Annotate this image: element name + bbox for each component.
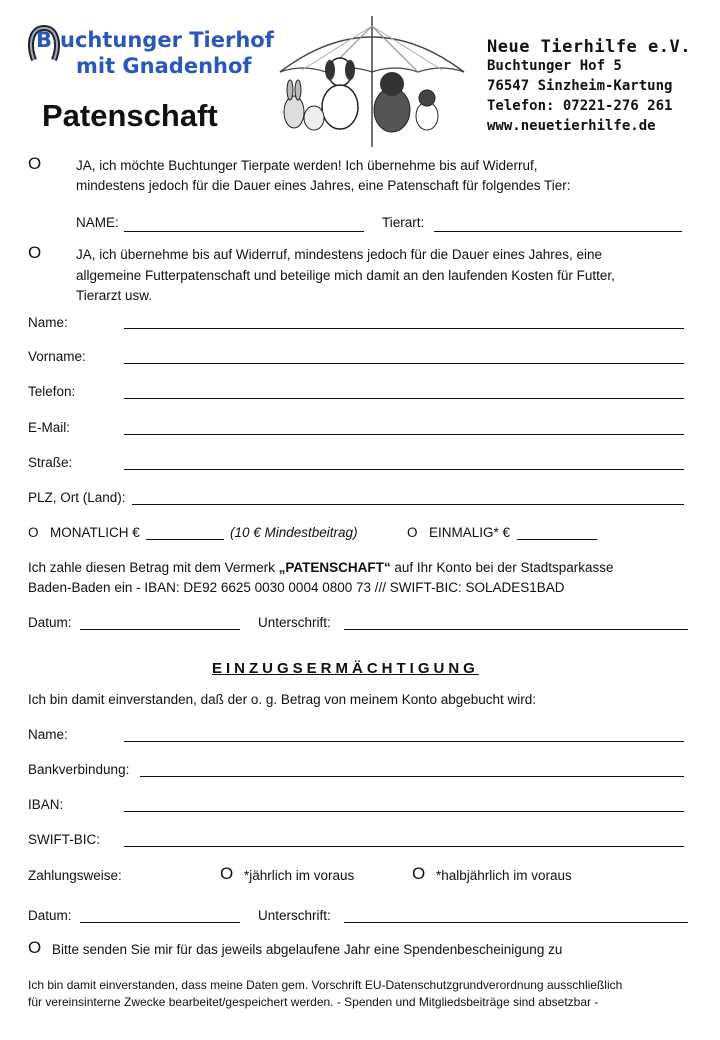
once-checkbox[interactable]: O	[407, 525, 418, 540]
org-city: 76547 Sinzheim-Kartung	[487, 78, 673, 94]
payment-line2: Baden-Baden ein - IBAN: DE92 6625 0030 0004 0800 73 /// SWIFT-BIC: SOLADES1BAD	[28, 580, 565, 595]
yearly-checkbox[interactable]: O	[220, 864, 234, 883]
payment-pre: Ich zahle diesen Betrag mit dem Vermerk	[28, 560, 275, 575]
logo-line2: mit Gnadenhof	[76, 54, 252, 78]
vorname-label: Vorname:	[28, 349, 86, 364]
yearly-label: *jährlich im voraus	[244, 868, 355, 883]
option2-line1: JA, ich übernehme bis auf Widerruf, mindestens jedoch für die Dauer eines Jahres, eine	[76, 247, 603, 262]
option1-line1: JA, ich möchte Buchtunger Tierpate werden! Ich übernehme bis auf Widerruf,	[76, 158, 538, 173]
halfyearly-checkbox[interactable]: O	[412, 864, 426, 883]
iban-field[interactable]	[124, 811, 684, 812]
email-label: E-Mail:	[28, 420, 71, 435]
org-street: Buchtunger Hof 5	[487, 58, 622, 74]
minimum-note: (10 € Mindestbeitrag)	[230, 525, 358, 540]
strasse-label: Straße:	[28, 455, 73, 470]
sign1-field[interactable]	[344, 629, 688, 630]
org-phone: Telefon: 07221-276 261	[487, 98, 673, 114]
option1-line2: mindestens jedoch für die Dauer eines Jahres, eine Patenschaft für folgendes Tier:	[76, 178, 571, 193]
umbrella-animals-illustration	[272, 12, 472, 152]
footer-line1: Ich bin damit einverstanden, dass meine Daten gem. Vorschrift EU-Datenschutzgrundverordnung ausschließlich	[28, 978, 623, 992]
vorname-field[interactable]	[124, 363, 684, 364]
payment-line1	[28, 560, 614, 575]
strasse-field[interactable]	[124, 469, 684, 470]
once-label: EINMALIG* €	[429, 525, 511, 540]
payment-post: auf Ihr Konto bei der Stadtsparkasse	[394, 560, 614, 575]
plz-field[interactable]	[132, 504, 684, 505]
receipt-checkbox[interactable]: O	[28, 938, 42, 957]
bank-label: Bankverbindung:	[28, 762, 130, 777]
sign2-field[interactable]	[344, 922, 688, 923]
payment-keyword: „PATENSCHAFT“	[278, 560, 391, 575]
receipt-text: Bitte senden Sie mir für das jeweils abgelaufene Jahr eine Spendenbescheinigung zu	[52, 942, 563, 957]
telefon-label: Telefon:	[28, 384, 76, 399]
plz-label: PLZ, Ort (Land):	[28, 490, 126, 505]
method-label: Zahlungsweise:	[28, 868, 122, 883]
animal-type-field[interactable]	[434, 231, 682, 232]
monthly-amount-field[interactable]	[146, 539, 224, 540]
animal-name-label: NAME:	[76, 215, 119, 230]
footer-line2: für vereinsinterne Zwecke bearbeitet/gespeichert werden. - Spenden und Mitgliedsbeiträge sind absetzbar -	[28, 995, 599, 1009]
name-label: Name:	[28, 315, 68, 330]
sign1-label: Unterschrift:	[258, 615, 331, 630]
name-field[interactable]	[124, 328, 684, 329]
once-amount-field[interactable]	[517, 539, 597, 540]
date1-label: Datum:	[28, 615, 72, 630]
animal-name-field[interactable]	[124, 231, 364, 232]
mandate-title: EINZUGSERMÄCHTIGUNG	[212, 660, 479, 677]
logo-letter: B	[36, 28, 53, 52]
date1-field[interactable]	[80, 629, 240, 630]
monthly-label: MONATLICH €	[50, 525, 140, 540]
animal-type-label: Tierart:	[382, 215, 425, 230]
logo	[26, 22, 274, 82]
sign2-label: Unterschrift:	[258, 908, 331, 923]
bic-label: SWIFT-BIC:	[28, 832, 100, 847]
mandate-name-field[interactable]	[124, 741, 684, 742]
monthly-checkbox[interactable]: O	[28, 525, 39, 540]
option1-checkbox[interactable]: O	[28, 154, 42, 173]
mandate-name-label: Name:	[28, 727, 68, 742]
mandate-intro: Ich bin damit einverstanden, daß der o. g. Betrag von meinem Konto abgebucht wird:	[28, 692, 537, 707]
date2-field[interactable]	[80, 922, 240, 923]
page-title: Patenschaft	[42, 98, 218, 133]
halfyearly-label: *halbjährlich im voraus	[436, 868, 572, 883]
option2-line3: Tierarzt usw.	[76, 288, 153, 303]
org-name: Neue Tierhilfe e.V.	[487, 37, 691, 57]
bank-field[interactable]	[140, 776, 684, 777]
date2-label: Datum:	[28, 908, 72, 923]
option2-checkbox[interactable]: O	[28, 243, 42, 262]
logo-line1: uchtunger Tierhof	[60, 28, 274, 52]
telefon-field[interactable]	[124, 398, 684, 399]
bic-field[interactable]	[124, 846, 684, 847]
org-web: www.neuetierhilfe.de	[487, 118, 656, 134]
iban-label: IBAN:	[28, 797, 64, 812]
option2-line2: allgemeine Futterpatenschaft und beteilige mich damit an den laufenden Kosten für Futter,	[76, 268, 615, 283]
email-field[interactable]	[124, 434, 684, 435]
